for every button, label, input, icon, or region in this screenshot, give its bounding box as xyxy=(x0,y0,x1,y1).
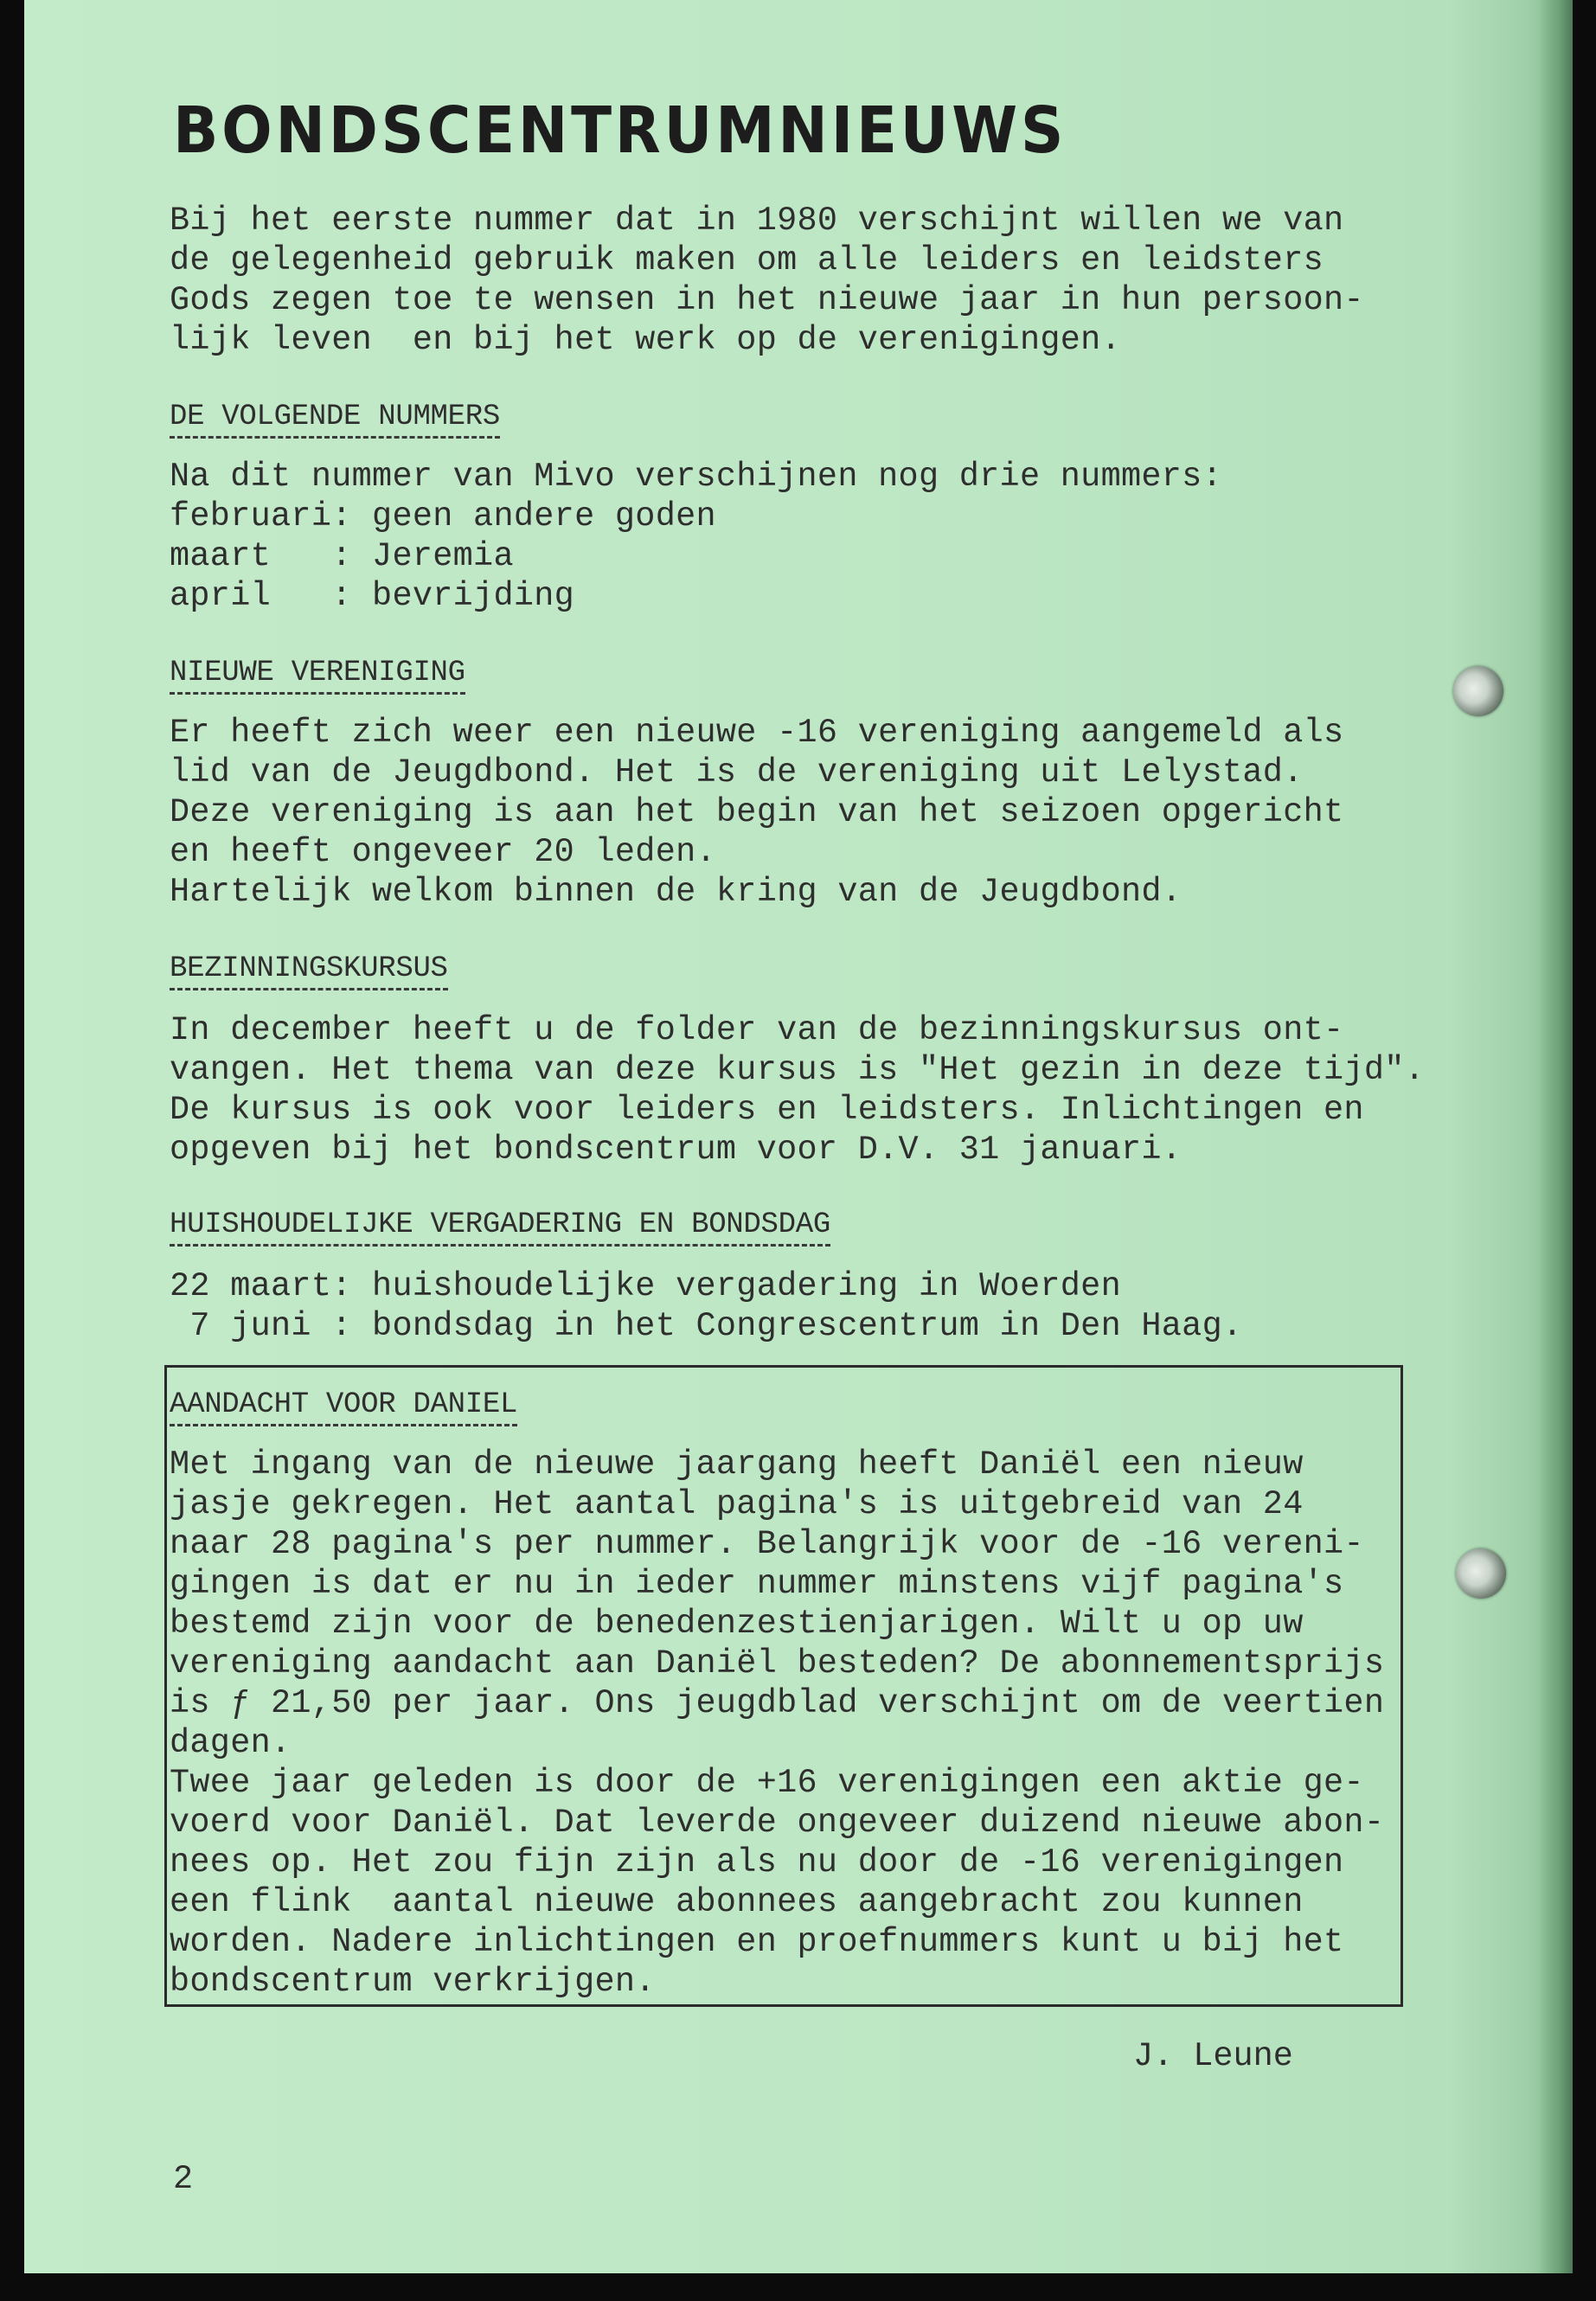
binding-edge xyxy=(1538,0,1573,2273)
section-body-bezinningskursus: In december heeft u de folder van de bezinningskursus ont- vangen. Het thema van deze kursus is "Het gezin in deze tijd". De kursus is ook voor leiders en leidsters. Inlichtingen en opgeven bij het bondscentrum voor D.V. 31 januari. xyxy=(170,1011,1426,1169)
section-body-nieuwe-vereniging: Er heeft zich weer een nieuwe -16 vereniging aangemeld als lid van de Jeugdbond. Het is de vereniging uit Lelystad. Deze vereniging is aan het begin van het seizoen opgericht en heeft ongeveer 20 leden. Hartelijk welkom binnen de kring van de Jeugdbond. xyxy=(170,714,1344,911)
intro-paragraph: Bij het eerste nummer dat in 1980 verschijnt willen we van de gelegenheid gebruik maken om alle leiders en leidsters Gods zegen toe te wensen in het nieuwe jaar in hun persoon- lijk leven en bij het werk op de verenigingen. xyxy=(170,202,1364,359)
signature: J. Leune xyxy=(1133,2037,1293,2075)
punch-hole-icon xyxy=(1453,666,1503,716)
box-heading-aandacht-voor-daniel: AANDACHT VOOR DANIEL xyxy=(170,1388,517,1426)
punch-hole-icon xyxy=(1456,1548,1506,1599)
section-body-volgende-nummers: Na dit nummer van Mivo verschijnen nog drie nummers: februari: geen andere goden maart : Jeremia april : bevrijding xyxy=(170,458,1222,615)
section-body-huishoudelijke-vergadering: 22 maart: huishoudelijke vergadering in Woerden 7 juni : bondsdag in het Congrescentrum in Den Haag. xyxy=(170,1267,1243,1345)
page-number: 2 xyxy=(173,2160,194,2198)
section-heading-huishoudelijke-vergadering: HUISHOUDELIJKE VERGADERING EN BONDSDAG xyxy=(170,1208,830,1247)
box-body-aandacht-voor-daniel: Met ingang van de nieuwe jaargang heeft Daniël een nieuw jasje gekregen. Het aantal pagina's is uitgebreid van 24 naar 28 pagina's per nummer. Belangrijk voor de -16 vereni- gingen is dat er nu in ieder nummer minstens vijf pagina's bestemd zijn voor de benedenzestienjarigen. Wilt u op uw vereniging aandacht aan Daniël besteden? De abonnementsprijs is ƒ 21,50 per jaar. Ons jeugdblad verschijnt om de veertien dagen. Twee jaar geleden is door de +16 verenigingen een aktie ge- voerd voor Daniël. Dat leverde ongeveer duizend nieuwe abon- nees op. Het zou fijn zijn als nu door de -16 verenigingen een flink aantal nieuwe abonnees aangebracht zou kunnen worden. Nadere inlichtingen en proefnummers kunt u bij het bondscentrum verkrijgen. xyxy=(170,1445,1385,2001)
section-heading-bezinningskursus: BEZINNINGSKURSUS xyxy=(170,952,448,990)
paper-sheet xyxy=(24,0,1573,2273)
section-heading-volgende-nummers: DE VOLGENDE NUMMERS xyxy=(170,400,500,439)
masthead-title: BONDSCENTRUMNIEUWS xyxy=(173,93,1067,168)
section-heading-nieuwe-vereniging: NIEUWE VERENIGING xyxy=(170,656,465,695)
